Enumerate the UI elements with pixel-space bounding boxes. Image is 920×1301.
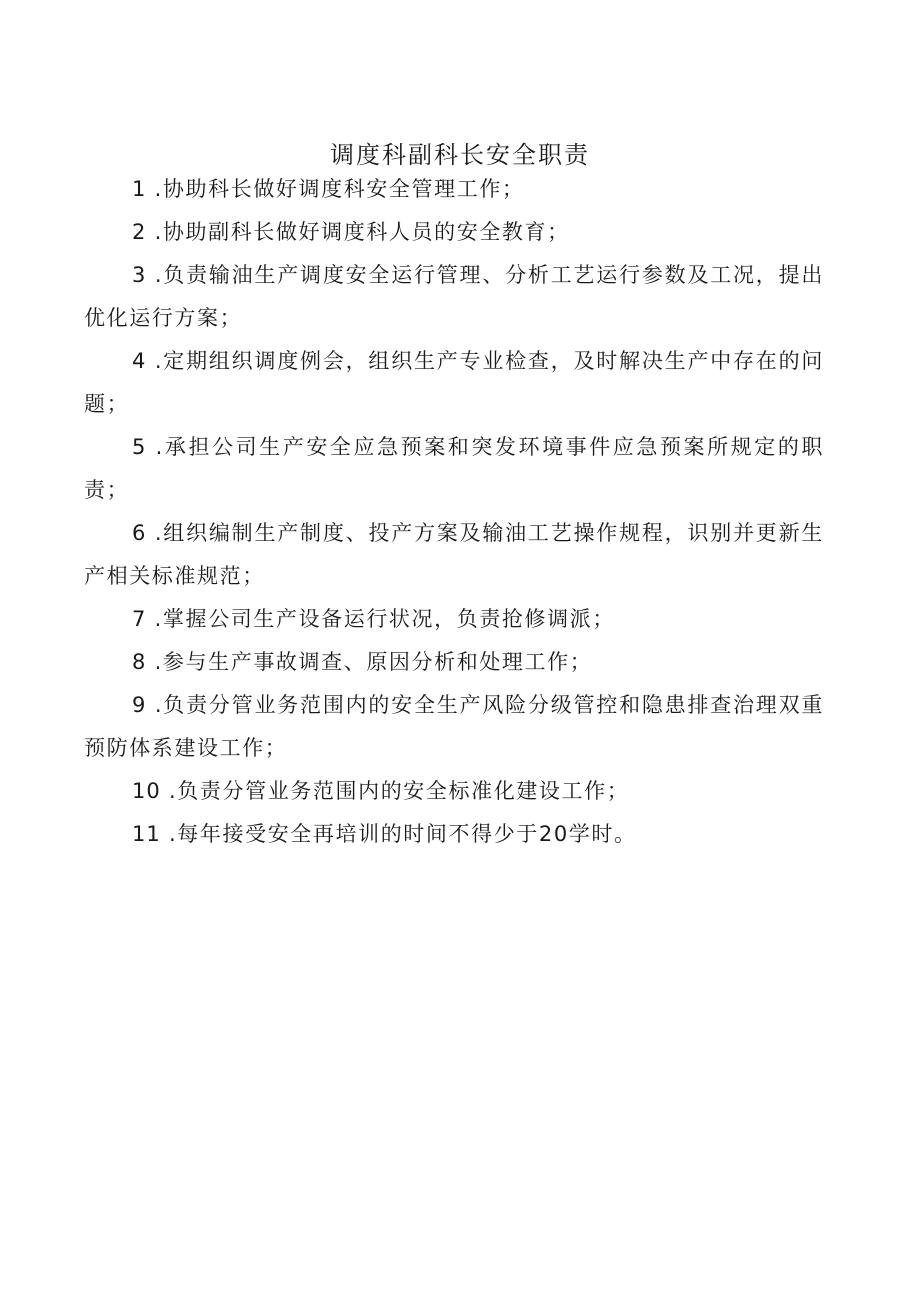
list-item xyxy=(84,168,824,211)
list-item xyxy=(84,641,824,684)
list-item xyxy=(84,770,824,813)
item-number: 9 xyxy=(132,693,147,717)
list-item xyxy=(84,684,824,770)
item-number: 3 xyxy=(132,263,147,287)
list-item xyxy=(84,512,824,598)
item-text: .掌握公司生产设备运行状况，负责抢修调派； xyxy=(154,607,615,631)
item-number: 8 xyxy=(132,650,147,674)
item-text: .定期组织调度例会，组织生产专业检查，及时解决生产中存在的问题； xyxy=(84,349,824,416)
list-item xyxy=(84,211,824,254)
item-number: 6 xyxy=(132,521,147,545)
item-number: 1 xyxy=(132,177,147,201)
duty-list xyxy=(84,168,824,856)
item-text: .每年接受安全再培训的时间不得少于20学时。 xyxy=(169,822,637,846)
item-number: 5 xyxy=(132,435,147,459)
list-item xyxy=(84,426,824,512)
item-number: 11 xyxy=(132,822,161,846)
item-text: .负责分管业务范围内的安全标准化建设工作； xyxy=(169,779,630,803)
item-text: .负责输油生产调度安全运行管理、分析工艺运行参数及工况，提出优化运行方案； xyxy=(84,263,824,330)
item-text: .参与生产事故调查、原因分析和处理工作； xyxy=(154,650,593,674)
item-text: .协助科长做好调度科安全管理工作； xyxy=(154,177,525,201)
list-item xyxy=(84,340,824,426)
item-text: .承担公司生产安全应急预案和突发环境事件应急预案所规定的职责； xyxy=(84,435,824,502)
list-item xyxy=(84,813,824,856)
list-item xyxy=(84,598,824,641)
list-item xyxy=(84,254,824,340)
item-number: 4 xyxy=(132,349,147,373)
item-number: 7 xyxy=(132,607,147,631)
item-text: .组织编制生产制度、投产方案及输油工艺操作规程，识别并更新生产相关标准规范； xyxy=(84,521,824,588)
item-text: .负责分管业务范围内的安全生产风险分级管控和隐患排查治理双重预防体系建设工作； xyxy=(84,693,824,760)
item-number: 2 xyxy=(132,220,147,244)
item-number: 10 xyxy=(132,779,161,803)
page-title: 调度科副科长安全职责 xyxy=(330,141,590,170)
item-text: .协助副科长做好调度科人员的安全教育； xyxy=(154,220,570,244)
